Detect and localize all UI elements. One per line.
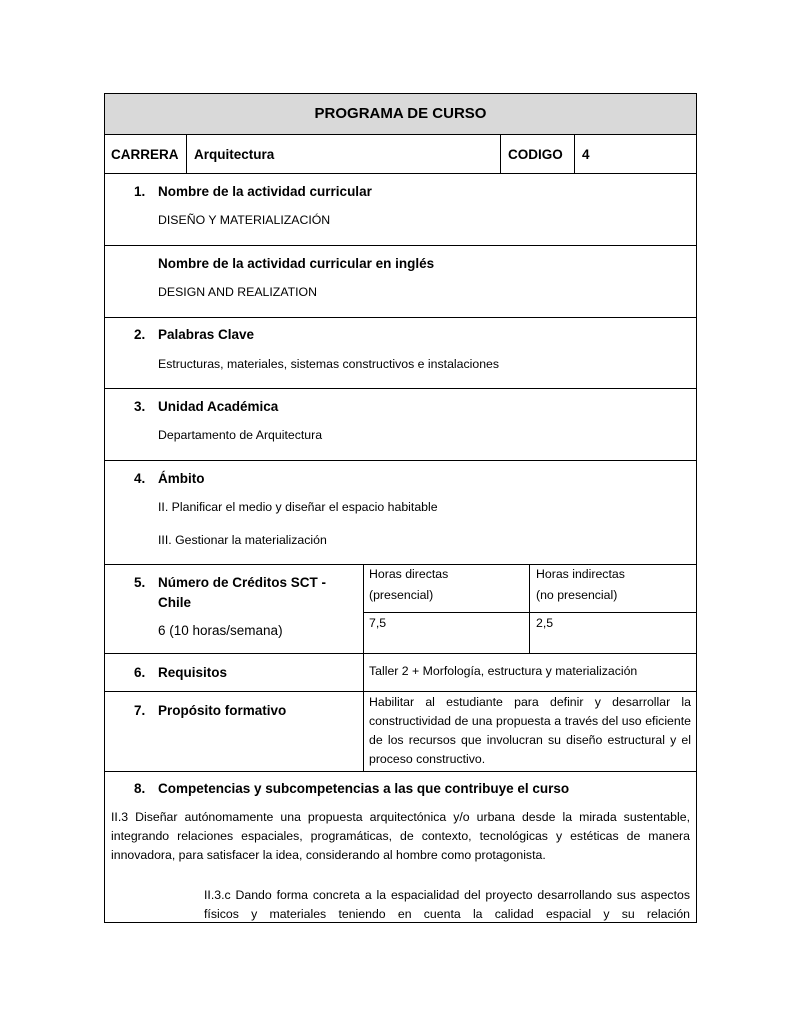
carrera-label-cell — [104, 134, 187, 174]
header-text: Horas indirectas — [536, 567, 625, 581]
section-value: DESIGN AND REALIZATION — [158, 285, 317, 299]
competencia-text: II.3 Diseñar autónomamente una propuesta arquitectónica y/o urbana desde la mirada sustentable, integrando relaciones espaciales, programáticas, de contexto, tecnológicas y estéticas de manera innovadora, para satisfacer la idea, considerando al hombre como protagonista. — [111, 810, 690, 862]
ambito-item: III. Gestionar la materialización — [158, 533, 327, 547]
carrera-value: Arquitectura — [194, 147, 275, 162]
requisitos-value: Taller 2 + Morfología, estructura y materialización — [369, 664, 638, 678]
header-text: (no presencial) — [536, 588, 618, 602]
indirect-hours-header — [529, 564, 697, 613]
section-number: 2. — [134, 327, 146, 342]
section-title: Número de Créditos SCT - — [158, 575, 327, 590]
section-5 — [104, 564, 364, 654]
section-number: 4. — [134, 471, 146, 486]
indirect-hours-value: 2,5 — [536, 616, 554, 630]
section-4 — [104, 460, 697, 565]
section-title: Ámbito — [158, 471, 205, 486]
proposito-value-cell — [363, 691, 697, 772]
subcompetencia-text: II.3.c Dando forma concreta a la espacialidad del proyecto desarrollando sus aspectos físicos y materiales teniendo en cuenta la calidad espacial y su relación — [204, 888, 690, 921]
section-8 — [104, 771, 697, 923]
page-title: PROGRAMA DE CURSO — [314, 105, 487, 122]
section-title: Competencias y subcompetencias a las que contribuye el curso — [158, 781, 570, 796]
title-cell — [104, 93, 697, 135]
section-number: 1. — [134, 184, 146, 199]
ambito-item: II. Planificar el medio y diseñar el espacio habitable — [158, 500, 438, 514]
section-title: Unidad Académica — [158, 399, 279, 414]
carrera-label: CARRERA — [111, 147, 179, 162]
section-number: 3. — [134, 399, 146, 414]
requisitos-value-cell — [363, 653, 697, 692]
section-number: 6. — [134, 665, 146, 680]
header-text: Horas directas — [369, 567, 449, 581]
direct-hours-value-cell — [363, 612, 530, 654]
section-1-english — [104, 245, 697, 318]
credits-value: 6 (10 horas/semana) — [158, 623, 283, 638]
section-value: DISEÑO Y MATERIALIZACIÓN — [158, 213, 331, 227]
section-number: 5. — [134, 575, 146, 590]
section-7 — [104, 691, 364, 772]
section-title: Requisitos — [158, 665, 228, 680]
direct-hours-header — [363, 564, 530, 613]
codigo-value-cell — [574, 134, 697, 174]
direct-hours-value: 7,5 — [369, 616, 387, 630]
section-title: Propósito formativo — [158, 703, 287, 718]
section-number: 7. — [134, 703, 146, 718]
codigo-label-cell — [500, 134, 575, 174]
section-6 — [104, 653, 364, 692]
section-number: 8. — [134, 781, 146, 796]
section-3 — [104, 388, 697, 461]
section-value: Departamento de Arquitectura — [158, 428, 323, 442]
section-1 — [104, 173, 697, 246]
header-text: (presencial) — [369, 588, 434, 602]
section-title: Chile — [158, 595, 192, 610]
section-value: Estructuras, materiales, sistemas constructivos e instalaciones — [158, 357, 500, 371]
section-title: Nombre de la actividad curricular en inglés — [158, 256, 435, 271]
section-title: Nombre de la actividad curricular — [158, 184, 372, 199]
proposito-value: Habilitar al estudiante para definir y desarrollar la constructividad de una propuesta a través del uso eficiente de los recursos que involucran su diseño estructural y el proceso constructivo. — [369, 695, 691, 766]
indirect-hours-value-cell — [529, 612, 697, 654]
section-2 — [104, 317, 697, 389]
codigo-value: 4 — [582, 147, 590, 162]
codigo-label: CODIGO — [508, 147, 563, 162]
carrera-value-cell — [186, 134, 501, 174]
section-title: Palabras Clave — [158, 327, 255, 342]
